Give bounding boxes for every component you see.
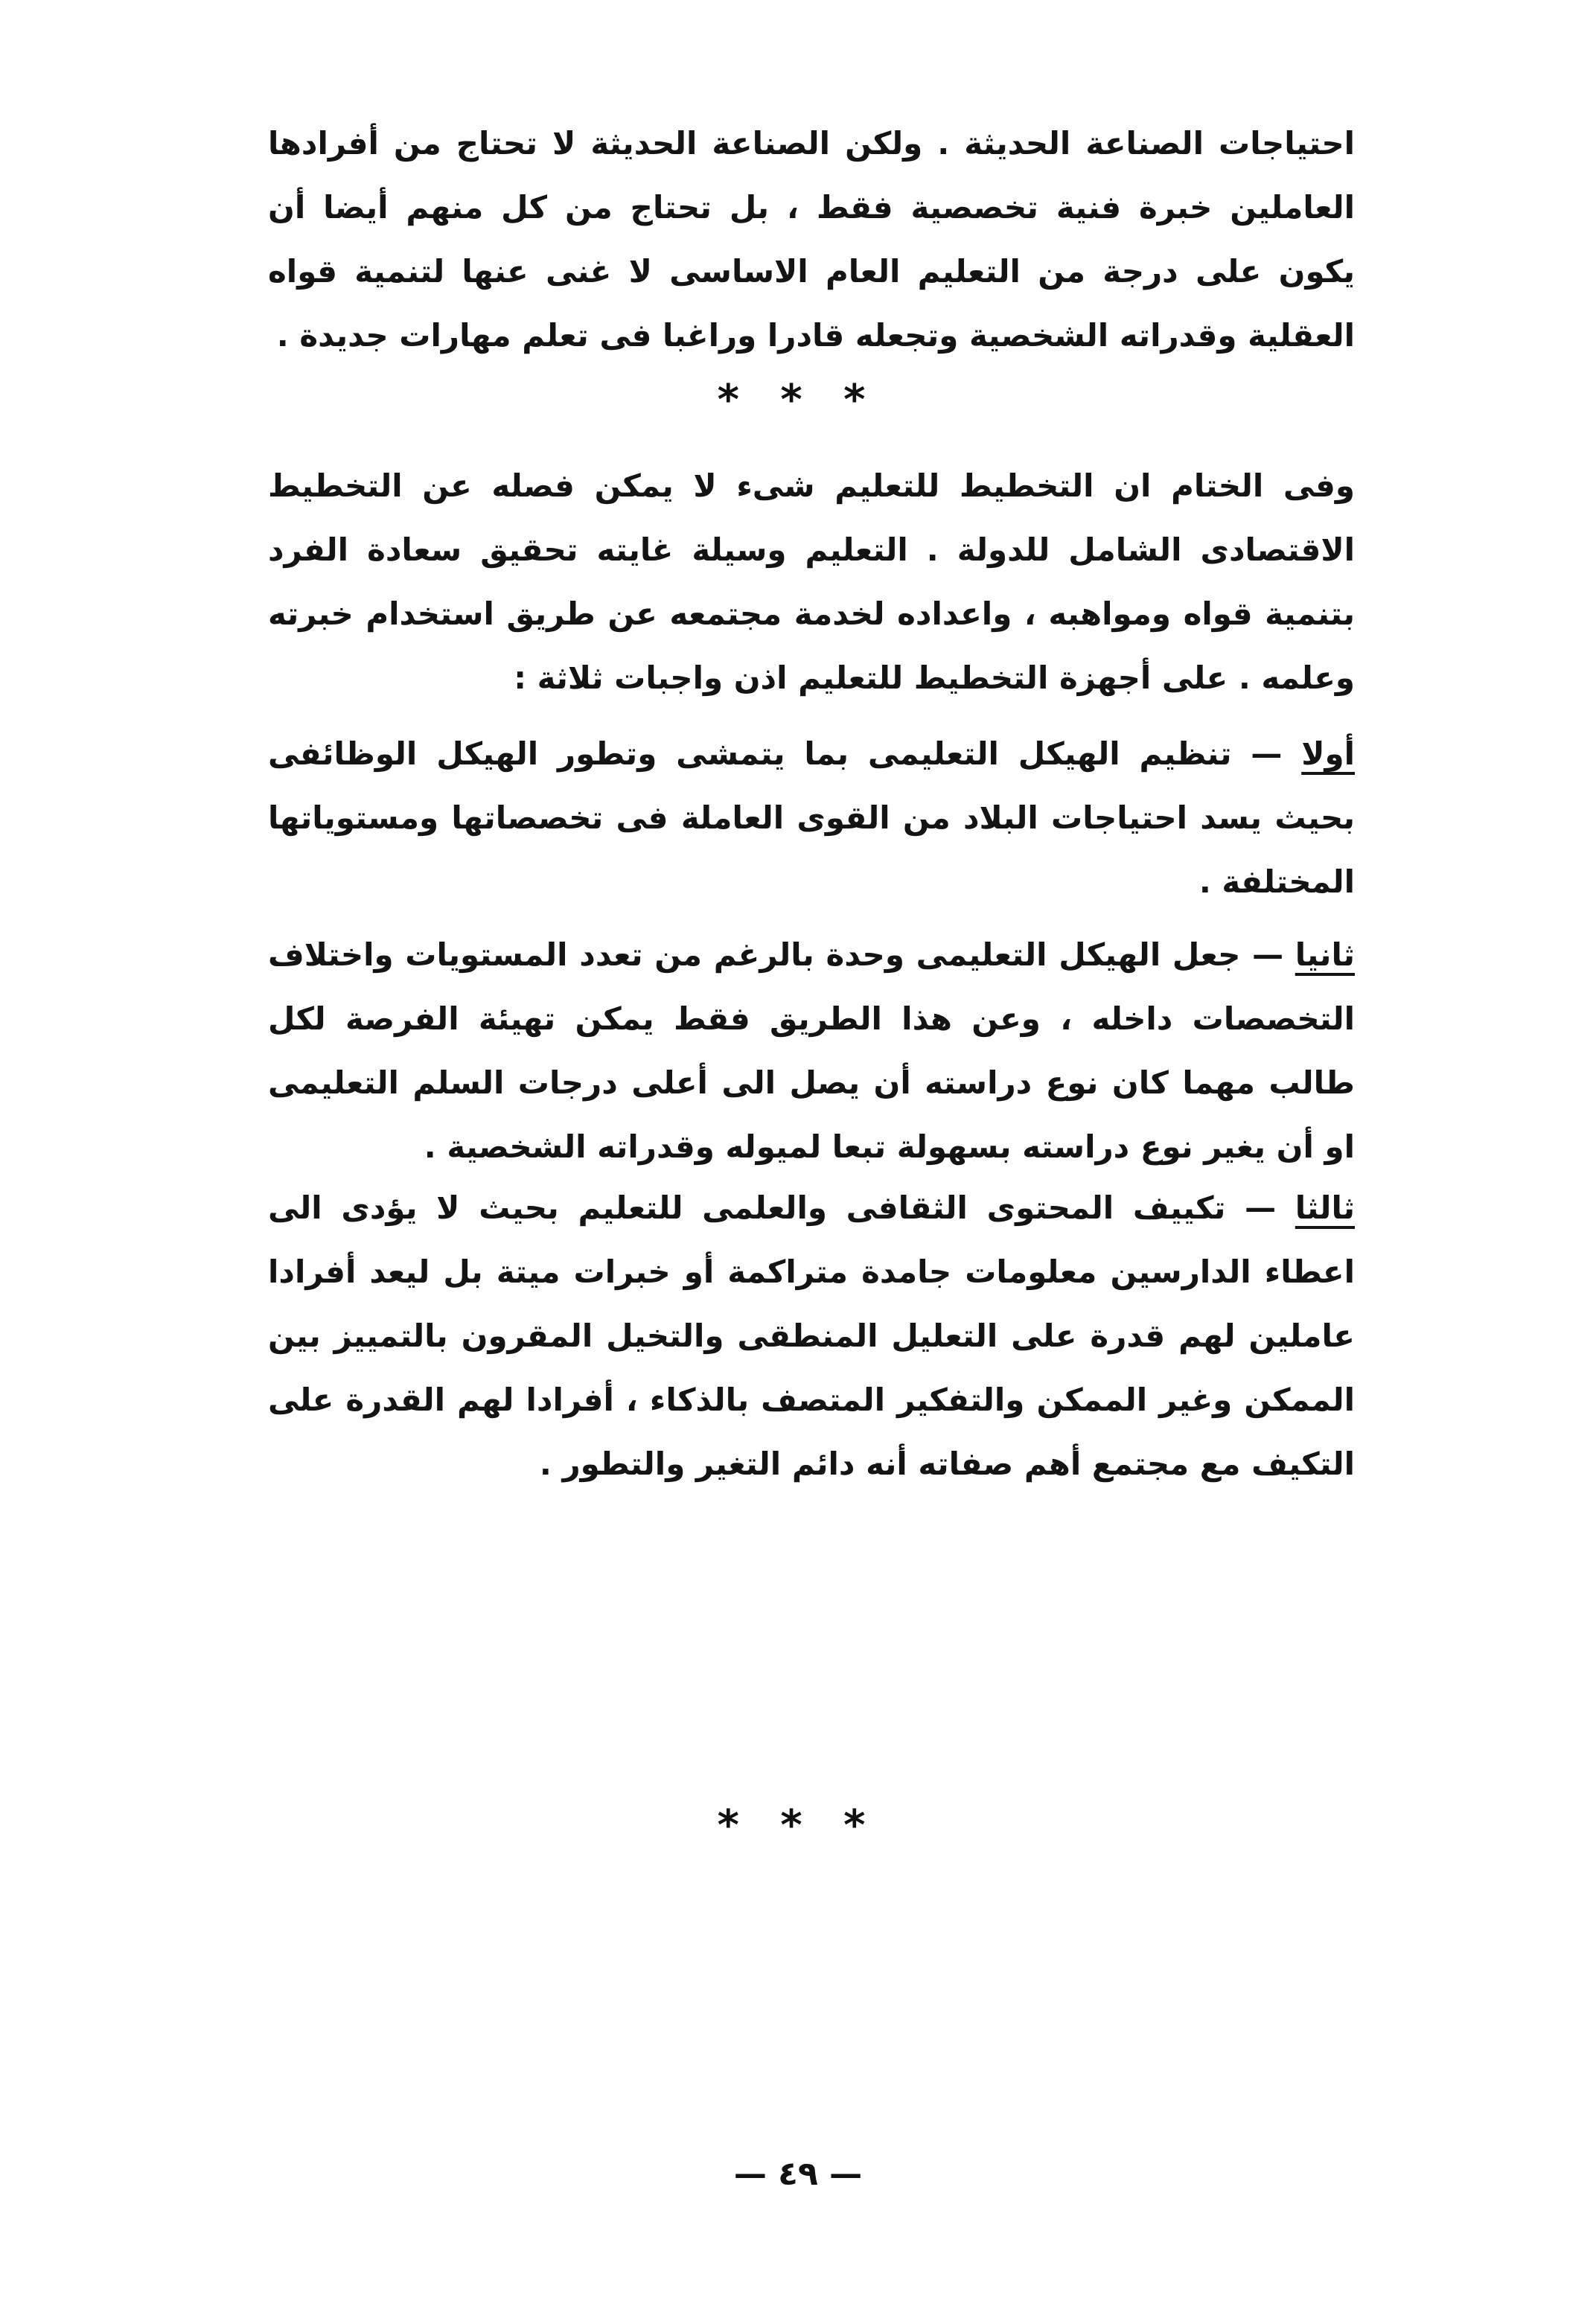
conclusion-paragraph [268, 454, 1355, 710]
intro-paragraph-text: احتياجات الصناعة الحديثة . ولكن الصناعة الحديثة لا تحتاج من أفرادها العاملين خبرة فنية تخصصية فقط ، بل تحتاج من كل منهم أيضا أن يكون على درجة من التعليم العام الاساسى لا غنى عنها لتنمية قواه العقلية وقدراته الشخصية وتجعله قادرا وراغبا فى تعلم مهارات جديدة . [268, 125, 1355, 354]
duty-first-lead: أولا [1301, 735, 1355, 772]
page-number: — ٤٩ — [733, 2155, 863, 2193]
duty-second-text [268, 923, 1355, 1179]
duty-third-text [268, 1176, 1355, 1496]
duty-second-paragraph [268, 923, 1355, 1179]
duty-second-body: — جعل الهيكل التعليمى وحدة بالرغم من تعدد المستويات واختلاف التخصصات داخله ، وعن هذا الطريق فقط يمكن تهيئة الفرصة لكل طالب مهما كان نوع دراسته أن يصل الى أعلى درجات السلم التعليمى او أن يغير نوع دراسته بسهولة تبعا لميوله وقدراته الشخصية . [268, 936, 1355, 1165]
duty-first-text [268, 722, 1355, 914]
duty-third-body: — تكييف المحتوى الثقافى والعلمى للتعليم بحيث لا يؤدى الى اعطاء الدارسين معلومات جامدة متراكمة أو خبرات ميتة بل ليعد أفرادا عاملين لهم قدرة على التعليل المنطقى والتخيل المقرون بالتمييز بين الممكن وغير الممكن والتفكير المتصف بالذكاء ، أفرادا لهم القدرة على التكيف مع مجتمع أهم صفاته أنه دائم التغير والتطور . [268, 1189, 1355, 1482]
duty-first-paragraph [268, 722, 1355, 914]
section-separator-bottom: * * * [717, 1801, 879, 1850]
conclusion-paragraph-text: وفى الختام ان التخطيط للتعليم شىء لا يمكن فصله عن التخطيط الاقتصادى الشامل للدولة . التعليم وسيلة غايته تحقيق سعادة الفرد بتنمية قواه ومواهبه ، واعداده لخدمة مجتمعه عن طريق استخدام خبرته وعلمه . على أجهزة التخطيط للتعليم اذن واجبات ثلاثة : [268, 467, 1355, 696]
intro-paragraph [268, 112, 1355, 368]
section-separator-top: * * * [717, 376, 879, 424]
duty-first-body: — تنظيم الهيكل التعليمى بما يتمشى وتطور الهيكل الوظائفى بحيث يسد احتياجات البلاد من القوى العاملة فى تخصصاتها ومستوياتها المختلفة . [268, 735, 1355, 900]
duty-third-paragraph [268, 1176, 1355, 1496]
duty-third-lead: ثالثا [1295, 1189, 1355, 1226]
duty-second-lead: ثانيا [1295, 936, 1355, 973]
